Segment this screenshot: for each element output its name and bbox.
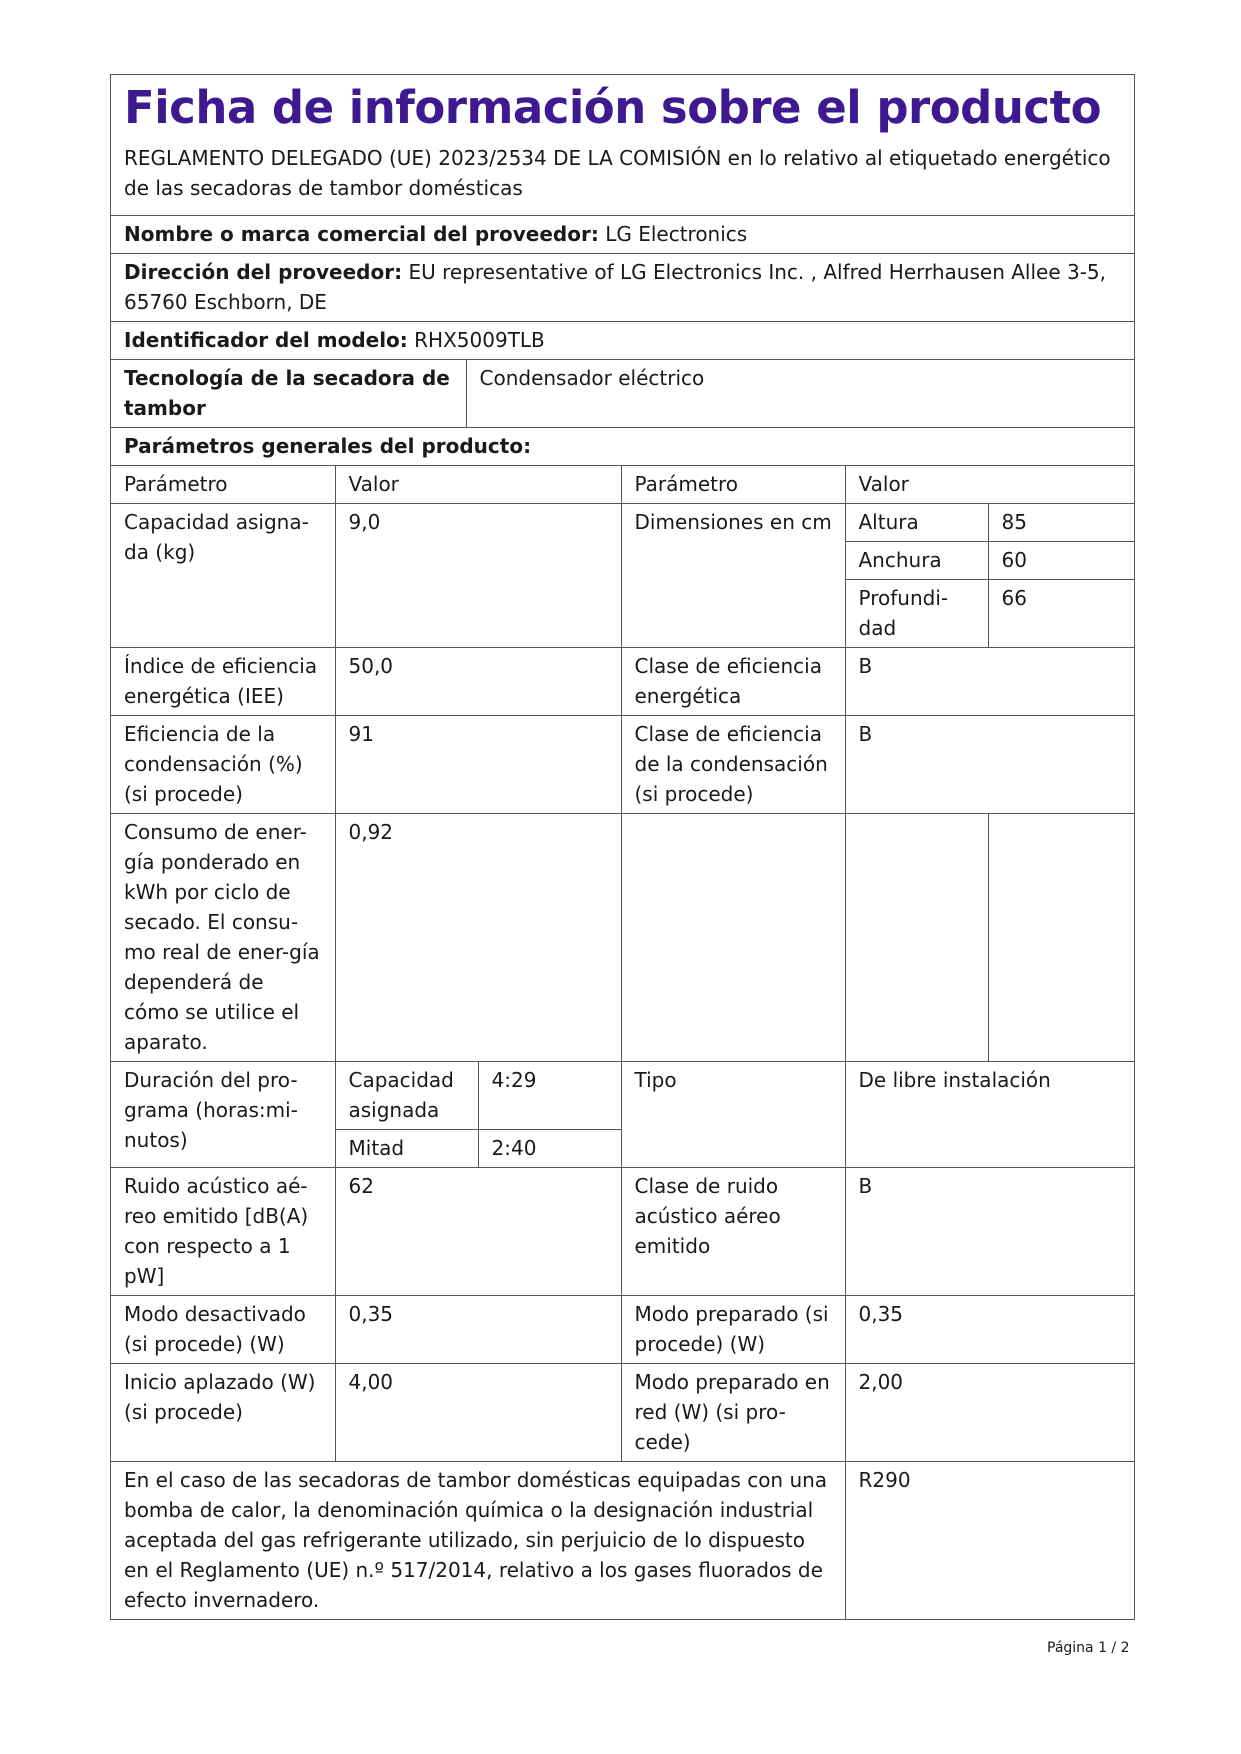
header-param-left: Parámetro [111,466,335,504]
capacity-row [111,504,1134,542]
off-mode-row [111,1296,1134,1364]
off-mode-value: 0,35 [335,1296,621,1364]
network-standby-label: Modo preparado en red (W) (si pro-cede) [621,1364,845,1462]
type-value: De libre instalación [845,1062,1134,1168]
height-value: 85 [988,504,1134,542]
eei-label: Índice de eficiencia energética (IEE) [111,648,335,716]
header-value-left: Valor [335,466,621,504]
width-value: 60 [988,542,1134,580]
product-info-sheet [110,74,1135,1620]
depth-value: 66 [988,580,1134,648]
supplier-address-label: Dirección del proveedor: [124,260,403,284]
width-label: Anchura [845,542,988,580]
supplier-address-value: EU representative of LG Electronics Inc. , Alfred Herrhausen Allee 3-5, 65760 Eschborn, DE [124,260,1107,314]
duration-full-value: 4:29 [478,1062,621,1130]
standby-value: 0,35 [845,1296,1134,1364]
delay-label: Inicio aplazado (W) (si procede) [111,1364,335,1462]
condensation-label: Eficiencia de la condensación (%) (si procede) [111,716,335,814]
noise-class-label: Clase de ruido acústico aéreo emitido [621,1168,845,1296]
energy-class-value: B [845,648,1134,716]
capacity-label: Capacidad asigna-da (kg) [111,504,335,648]
duration-half-value: 2:40 [478,1130,621,1168]
empty-cell [621,814,845,1062]
type-label: Tipo [621,1062,845,1168]
supplier-name-label: Nombre o marca comercial del proveedor: [124,222,599,246]
noise-label: Ruido acústico aé-reo emitido [dB(A) con respecto a 1 pW] [111,1168,335,1296]
eei-row [111,648,1134,716]
page-title: Ficha de información sobre el producto [124,81,1101,134]
duration-row [111,1062,1134,1130]
sheet-header [111,75,1134,216]
noise-value: 62 [335,1168,621,1296]
energy-consumption-label: Consumo de ener-gía ponderado en kWh por ciclo de secado. El consu-mo real de ener-gía dependerá de cómo se utilice el aparato. [111,814,335,1062]
header-row [111,466,1134,504]
model-id-value: RHX5009TLB [414,328,545,352]
page-number: Página 1 / 2 [1047,1640,1130,1656]
empty-cell [988,814,1134,1062]
height-label: Altura [845,504,988,542]
empty-cell [845,814,988,1062]
duration-full-label: Capacidad asignada [335,1062,478,1130]
technology-value: Condensador eléctrico [466,360,1134,428]
technology-label: Tecnología de la secadora de tambor [111,360,466,428]
energy-consumption-row [111,814,1134,1062]
refrigerant-row [111,1462,1134,1620]
model-id-label: Identificador del modelo: [124,328,408,352]
refrigerant-label: En el caso de las secadoras de tambor domésticas equipadas con una bomba de calor, la denominación química o la designación industrial aceptada del gas refrigerante utilizado, sin perjuicio de lo dispuesto en el Reglamento (UE) n.º 517/2014, relativo a los gases fluorados de efecto invernadero. [111,1462,845,1620]
model-id-row [111,322,1134,360]
condensation-class-label: Clase de eficiencia de la condensación (si procede) [621,716,845,814]
condensation-row [111,716,1134,814]
general-params-label: Parámetros generales del producto: [124,434,532,458]
duration-label: Duración del pro-grama (horas:mi-nutos) [111,1062,335,1168]
network-standby-value: 2,00 [845,1364,1134,1462]
parameters-table [111,466,1134,1619]
general-params-row [111,428,1134,466]
off-mode-label: Modo desactivado (si procede) (W) [111,1296,335,1364]
regulation-subtitle: REGLAMENTO DELEGADO (UE) 2023/2534 DE LA COMISIÓN en lo relativo al etiquetado energético de las secadoras de tambor domésticas [124,146,1111,200]
supplier-name-row [111,216,1134,254]
condensation-value: 91 [335,716,621,814]
header-value-right: Valor [845,466,1134,504]
condensation-class-value: B [845,716,1134,814]
depth-label: Profundi-dad [845,580,988,648]
energy-consumption-value: 0,92 [335,814,621,1062]
eei-value: 50,0 [335,648,621,716]
energy-class-label: Clase de eficiencia energética [621,648,845,716]
duration-half-label: Mitad [335,1130,478,1168]
technology-table [111,360,1134,428]
noise-row [111,1168,1134,1296]
refrigerant-value: R290 [845,1462,1134,1620]
header-param-right: Parámetro [621,466,845,504]
supplier-address-row [111,254,1134,322]
supplier-name-value: LG Electronics [605,222,748,246]
capacity-value: 9,0 [335,504,621,648]
standby-label: Modo preparado (si procede) (W) [621,1296,845,1364]
dimensions-label: Dimensiones en cm [621,504,845,648]
delay-row [111,1364,1134,1462]
noise-class-value: B [845,1168,1134,1296]
delay-value: 4,00 [335,1364,621,1462]
